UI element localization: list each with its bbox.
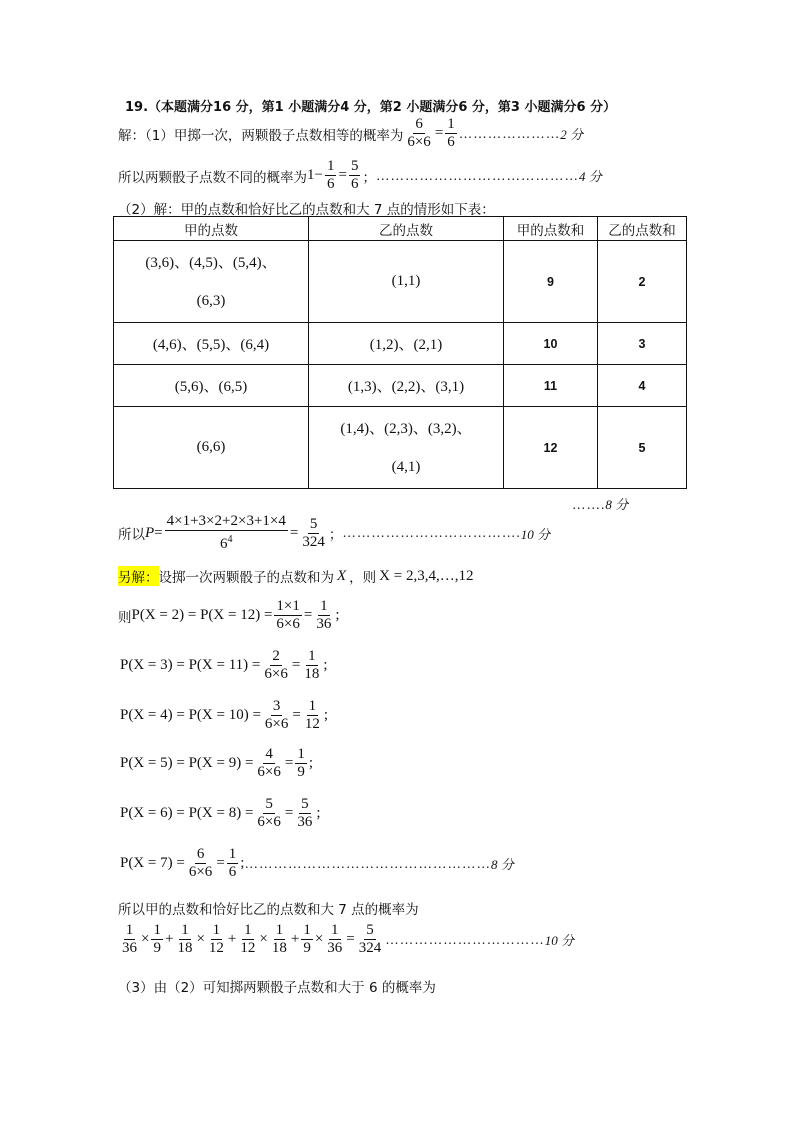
prob-line: P(X = 7) = $\frac{6}{6\times 6}$ = $\frac{1}{6}$ ; …………………………………………… 8 分: [120, 846, 514, 880]
line-tail: ;: [240, 855, 245, 871]
fraction: [303, 698, 322, 733]
prob-lhs: P(X = 7) =: [120, 855, 185, 871]
table-row: [114, 407, 687, 489]
fraction: [302, 648, 321, 683]
score-mark: 10 分: [544, 933, 575, 948]
times-sign: ×: [141, 931, 150, 947]
fraction-denominator: 6: [350, 176, 359, 192]
part1-line2-text: 所以两颗骰子点数不同的概率为: [118, 169, 307, 186]
fraction: [187, 846, 214, 881]
times-sign: ×: [314, 931, 324, 947]
leader-dots: ……………………………: [385, 931, 545, 947]
table-cell: 12: [504, 407, 598, 489]
fraction-numerator: 5: [350, 158, 359, 174]
fraction-denominator: 36: [122, 940, 137, 956]
fraction-denominator: 18: [177, 940, 193, 956]
score-mark: 10 分: [520, 526, 550, 542]
fraction-numerator: 5: [309, 515, 318, 532]
fraction-denominator: 6×6: [276, 616, 300, 632]
alt-intro: [118, 566, 473, 586]
cell-line: (4,1): [391, 458, 421, 475]
table-row: [114, 365, 687, 407]
fraction-numerator: 6: [415, 116, 423, 132]
prob-line: P(X = 3) = P(X = 11) = $\frac{2}{6\times 6}$ = $\frac{1}{18}$ ;: [120, 648, 328, 682]
then-text: 则: [118, 609, 132, 626]
semicolon: ；: [328, 527, 343, 543]
table-cell: 9: [504, 241, 598, 323]
fraction-denominator: 36: [316, 616, 332, 632]
fraction-numerator: 1: [326, 158, 335, 174]
after-table-score: [572, 494, 628, 513]
table-cell: (6,6): [114, 407, 309, 489]
fraction-numerator: 5: [366, 922, 374, 938]
table-row: [114, 241, 687, 323]
leader-dots: …………………: [458, 125, 561, 141]
fraction-denominator: 6×6: [407, 134, 431, 150]
equals-sign: =: [434, 125, 444, 141]
table-cell: 5: [598, 407, 687, 489]
fraction-denominator: 36: [297, 814, 313, 830]
line-tail: ;: [308, 755, 314, 771]
fraction: [325, 158, 337, 193]
cell-line: (1,4)、(2,3)、(3,2)、: [340, 420, 472, 437]
fraction-numerator: 1: [275, 922, 284, 938]
fraction-denominator: [218, 531, 235, 553]
fraction-numerator: 1: [125, 922, 134, 938]
table-cell: [309, 407, 504, 489]
fraction-numerator: 1: [228, 846, 237, 862]
fraction-numerator: 3: [272, 698, 281, 714]
result-prefix: 所以: [118, 527, 145, 543]
table-header-row: [114, 217, 687, 241]
fraction-numerator: 1: [212, 922, 221, 938]
times-sign: ×: [259, 931, 268, 947]
expression-prefix: 1−: [307, 167, 323, 183]
question-header: 19.（本题满分16 分，第1 小题满分4 分，第2 小题满分6 分，第3 小题满分6 分）: [125, 100, 617, 115]
line-tail: ;: [323, 657, 328, 673]
variable-x: X: [337, 567, 347, 584]
fraction-numerator: 2: [272, 648, 280, 664]
table-cell: (1,3)、(2,2)、(3,1): [309, 365, 504, 407]
fraction-numerator: 5: [265, 796, 273, 812]
fraction: [255, 746, 282, 781]
fraction-numerator: 1: [181, 922, 189, 938]
semicolon: ；: [362, 169, 376, 186]
fraction-numerator: 1: [320, 598, 328, 614]
prob-lhs: P(X = 3) = P(X = 11) =: [120, 657, 261, 673]
denominator-exponent: 4: [227, 534, 233, 545]
prob-lhs: P(X = 6) = P(X = 8) =: [120, 805, 254, 821]
fraction-numerator: 4×1+3×2+2×3+1×4: [166, 513, 286, 529]
equals-sign: =: [154, 524, 163, 541]
table-cell: (5,6)、(6,5): [114, 365, 309, 407]
table-row: [114, 323, 687, 365]
fraction: [405, 116, 432, 151]
sum-line: $\frac{1}{36}$ × $\frac{1}{9}$ + $\frac{1}{18}$ × $\frac{1}{12}$ + $\frac{1}{12}$ × $\frac{1}{18}$ + $\frac{1}{9}$ × $\frac{1}{36}$ = $\frac{5}{324}$ …………………………… 10 分: [122, 922, 575, 956]
fraction: [270, 922, 289, 957]
part1-line1: [118, 116, 583, 151]
line-tail: ;: [335, 607, 340, 623]
fraction-denominator: 9: [303, 940, 311, 956]
outcomes-table: [113, 216, 687, 489]
fraction: [151, 922, 163, 957]
equals-sign: =: [289, 524, 299, 541]
score-mark: 4 分: [578, 169, 602, 184]
part3-text: （3）由（2）可知掷两颗骰子点数和大于 6 的概率为: [118, 980, 436, 996]
fraction: [120, 922, 139, 957]
fraction-denominator: 6: [447, 134, 455, 150]
fraction-numerator: 1: [308, 698, 317, 714]
fraction: [325, 922, 344, 957]
leader-dots: ……………………………….: [342, 525, 521, 540]
table-header-cell: 甲的点数和: [504, 217, 598, 241]
fraction: [175, 922, 194, 957]
fraction-denominator: 6×6: [188, 864, 213, 880]
alt-text: 设掷一次两颗骰子的点数和为: [158, 570, 334, 586]
prob-line: P(X = 6) = P(X = 8) = $\frac{5}{6\times 6}$ = $\frac{5}{36}$ ;: [120, 796, 321, 830]
fraction: [314, 598, 333, 633]
fraction-denominator: 9: [153, 940, 161, 956]
fraction-numerator: 1: [308, 648, 316, 664]
fraction-denominator: 6×6: [257, 764, 281, 780]
fraction-denominator: 324: [358, 940, 382, 956]
fraction-numerator: 1: [297, 746, 305, 762]
leader-dots: …….: [572, 497, 606, 512]
prob-line: P(X = 4) = P(X = 10) = $\frac{3}{6\times 6}$ = $\frac{1}{12}$ ;: [120, 698, 329, 732]
alt-mid-text: ，则: [349, 570, 377, 586]
table-header-cell: 甲的点数: [114, 217, 309, 241]
alt-conclusion: 所以甲的点数和恰好比乙的点数和大 7 点的概率为: [118, 902, 419, 918]
line-tail: ;: [316, 805, 321, 821]
score-mark: 2 分: [560, 127, 584, 142]
part2-intro: （2）解：甲的点数和恰好比乙的点数和大 7 点的情形如下表：: [118, 202, 495, 218]
times-sign: ×: [196, 931, 205, 947]
fraction: [445, 116, 457, 151]
denominator-base: 6: [220, 536, 228, 552]
alt-label-highlight: 另解：: [118, 566, 159, 586]
cell-line: (6,3): [196, 292, 226, 309]
fraction: [295, 796, 314, 831]
fraction: [357, 922, 384, 957]
cell-line: (3,6)、(4,5)、(5,4)、: [145, 254, 277, 271]
table-cell: 2: [598, 241, 687, 323]
fraction-denominator: 6: [326, 176, 335, 192]
fraction-denominator: 6×6: [264, 666, 288, 682]
fraction: [274, 598, 301, 633]
plus-sign: +: [164, 931, 174, 947]
fraction-denominator: 18: [304, 666, 320, 682]
fraction-denominator: 12: [240, 940, 256, 956]
fraction: [227, 846, 239, 881]
table-cell: 3: [598, 323, 687, 365]
equals-sign: =: [338, 167, 347, 183]
table-cell: 10: [504, 323, 598, 365]
part1-line1-text: 解：（1）甲掷一次，两颗骰子点数相等的概率为: [118, 127, 404, 144]
score-mark: 8 分: [605, 497, 629, 512]
table-header-cell: 乙的点数和: [598, 217, 687, 241]
score-mark: 8 分: [490, 857, 514, 872]
fraction-denominator: 18: [271, 940, 287, 956]
fraction-numerator: 1: [244, 922, 252, 938]
fraction: [349, 158, 361, 193]
table-cell: [114, 241, 309, 323]
fraction: [263, 698, 290, 733]
table-cell: 11: [504, 365, 598, 407]
probability-symbol: P: [145, 524, 155, 541]
leader-dots: ……………………………………………: [244, 855, 491, 871]
fraction-denominator: 36: [327, 940, 343, 956]
leader-dots: ……………………………………: [375, 167, 579, 183]
fraction-numerator: 1: [153, 922, 161, 938]
fraction: [165, 513, 288, 553]
table-cell: (1,2)、(2,1): [309, 323, 504, 365]
part2-result: [118, 513, 550, 553]
fraction-denominator: 6×6: [257, 814, 281, 830]
part1-line2: [118, 158, 602, 193]
fraction-numerator: 1×1: [276, 598, 300, 614]
table-cell: (1,1): [309, 241, 504, 323]
table-cell: (4,6)、(5,5)、(6,4): [114, 323, 309, 365]
fraction-denominator: 324: [302, 533, 325, 550]
fraction: [207, 922, 226, 957]
fraction-numerator: 1: [331, 922, 339, 938]
prob-line: 则 P(X = 2) = P(X = 12) = $\frac{1\times 1}{6\times 6}$ = $\frac{1}{36}$ ;: [118, 598, 340, 632]
fraction-numerator: 6: [196, 846, 205, 862]
fraction: [301, 922, 313, 957]
table-cell: 4: [598, 365, 687, 407]
fraction-denominator: 6×6: [264, 716, 289, 732]
fraction: [262, 648, 289, 683]
fraction-denominator: 12: [208, 940, 224, 956]
fraction-numerator: 4: [265, 746, 273, 762]
fraction-denominator: 6: [228, 864, 237, 880]
line-tail: ;: [323, 707, 329, 723]
prob-lhs: P(X = 4) = P(X = 10) =: [120, 707, 261, 723]
plus-sign: +: [290, 931, 300, 947]
prob-lhs: P(X = 2) = P(X = 12) =: [131, 607, 273, 623]
fraction: [255, 796, 282, 831]
x-values: X = 2,3,4,…,12: [379, 567, 474, 584]
fraction-numerator: 1: [303, 922, 311, 938]
table-header-cell: 乙的点数: [309, 217, 504, 241]
fraction: [300, 516, 327, 551]
fraction: [238, 922, 257, 957]
prob-lhs: P(X = 5) = P(X = 9) =: [120, 755, 254, 771]
fraction-denominator: 9: [297, 764, 305, 780]
fraction-numerator: 5: [301, 796, 309, 812]
fraction-denominator: 12: [304, 716, 320, 732]
prob-line: P(X = 5) = P(X = 9) = $\frac{4}{6\times 6}$ = $\frac{1}{9}$ ;: [120, 746, 314, 780]
fraction-numerator: 1: [447, 116, 455, 132]
fraction: [295, 746, 307, 781]
plus-sign: +: [227, 931, 237, 947]
